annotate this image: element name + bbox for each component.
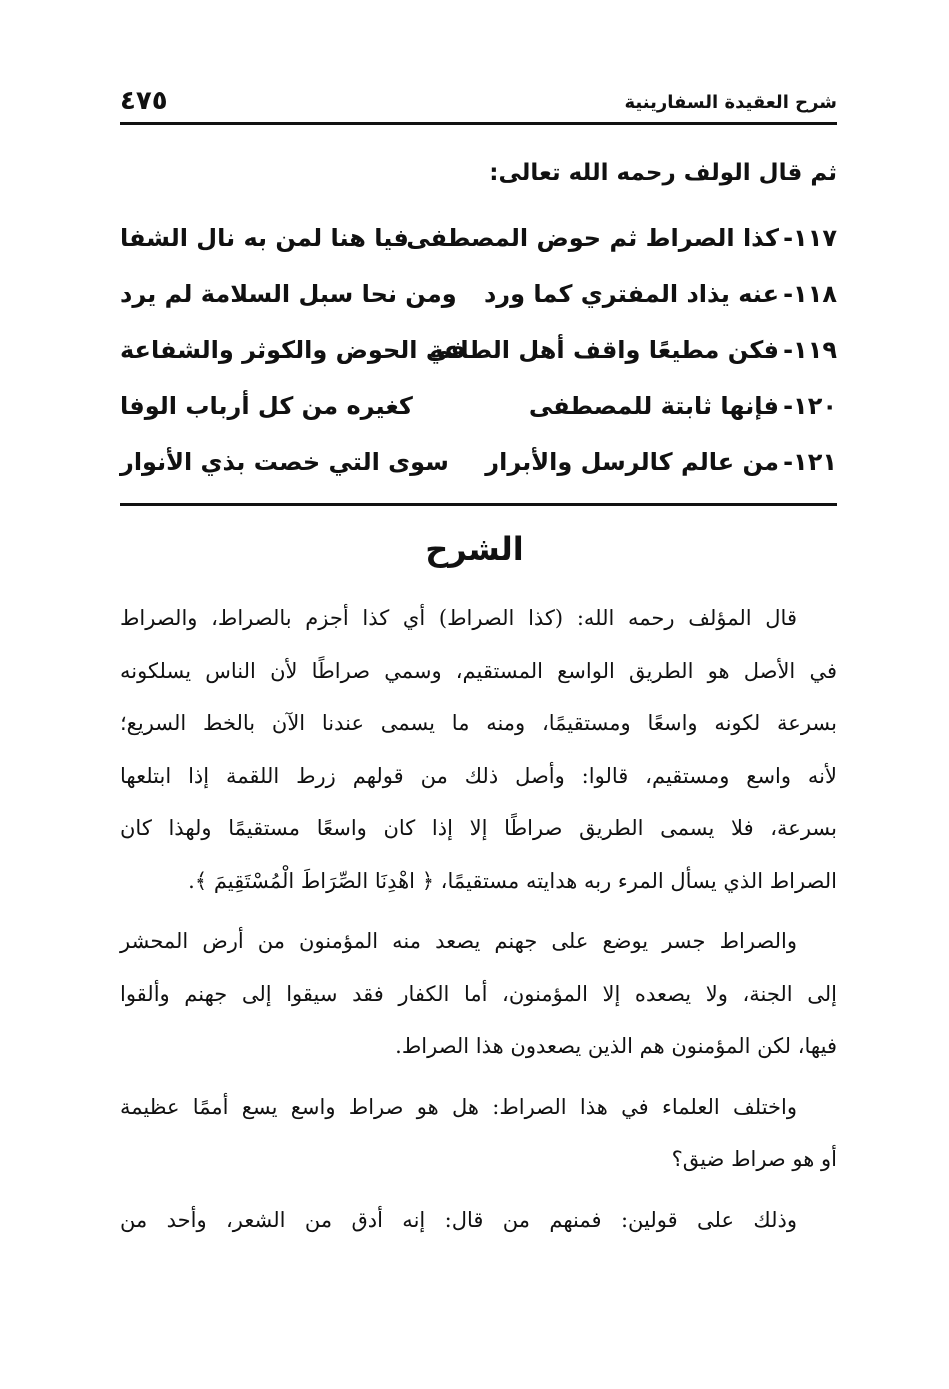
text-line: في الأصل هو الطريق الواسع المستقيم، وسمي صراطًا لأن الناس يسلكونه (120, 658, 837, 683)
header-book-title: شرح العقيدة السفارينية (624, 92, 837, 113)
verse-second-hemistich: فيا هنا لمن به نال الشفا (120, 224, 409, 252)
verse-row (120, 438, 837, 494)
verse-first-hemistich: فإنها ثابتة للمصطفى (528, 392, 779, 420)
text-line: لأنه واسع ومستقيم، قالوا: وأصل ذلك من قولهم زرط اللقمة إذا ابتلعها (120, 763, 837, 788)
text-line: وذلك على قولين: فمنهم من قال: إنه أدق من الشعر، وأحد من (120, 1207, 797, 1232)
page-number: ٤٧٥ (120, 86, 168, 116)
verse-row (120, 270, 837, 326)
verse-second-hemistich: سوى التي خصت بذي الأنوار (120, 448, 449, 476)
paragraph-gap (120, 1073, 837, 1081)
verse-second-hemistich: كغيره من كل أرباب الوفا (120, 392, 413, 420)
verse-number: ١١٨- (783, 280, 837, 308)
intro-line: ثم قال الولف رحمه الله تعالى: (489, 160, 837, 186)
verse-number: ١٢٠- (783, 392, 837, 420)
verse-first-hemistich: من عالم كالرسل والأبرار (485, 448, 779, 476)
verse-first-hemistich: كذا الصراط ثم حوض المصطفى (406, 224, 779, 252)
verse-list (120, 214, 837, 494)
commentary-body (120, 592, 837, 1246)
text-line: أو هو صراط ضيق؟ (671, 1147, 837, 1171)
text-line: والصراط جسر يوضع على جهنم يصعد منه المؤمنون من أرض المحشر (120, 929, 797, 953)
verse-row (120, 382, 837, 438)
text-line: الصراط الذي يسأل المرء ربه هدايته مستقيمًا، ﴿ اهْدِنَا الصِّرَاطَ الْمُسْتَقِيمَ ﴾. (188, 868, 837, 893)
section-divider (120, 503, 837, 506)
text-line: بسرعة، فلا يسمى الطريق صراطًا إلا إذا كان واسعًا مستقيمًا ولهذا كان (120, 816, 837, 840)
text-line: فيها، لكن المؤمنون هم الذين يصعدون هذا الصراط. (395, 1034, 837, 1058)
verse-second-hemistich: ومن نحا سبل السلامة لم يرد (120, 280, 457, 308)
verse-number: ١٢١- (783, 448, 837, 476)
verse-first-hemistich: فكن مطيعًا واقف أهل الطاعة (429, 336, 779, 364)
text-line: بسرعة لكونه واسعًا ومستقيمًا، ومنه ما يسمى عندنا الآن بالخط السريع؛ (120, 711, 837, 735)
section-heading: الشرح (425, 530, 524, 568)
verse-second-hemistich: في الحوض والكوثر والشفاعة (120, 336, 466, 364)
verse-row (120, 214, 837, 270)
text-line: إلى الجنة، ولا يصعده إلا المؤمنون، أما الكفار فقد سيقوا إلى جهنم وألقوا (120, 981, 837, 1006)
verse-first-hemistich: عنه يذاد المفتري كما ورد (483, 280, 779, 308)
verse-number: ١١٩- (783, 336, 837, 364)
verse-number: ١١٧- (783, 224, 837, 252)
verse-row (120, 326, 837, 382)
paragraph-gap (120, 907, 837, 915)
paragraph-gap (120, 1186, 837, 1194)
text-line: قال المؤلف رحمه الله: (كذا الصراط) أي كذا أجزم بالصراط، والصراط (120, 606, 797, 630)
text-line: واختلف العلماء في هذا الصراط: هل هو صراط واسع يسع أممًا عظيمة (120, 1094, 797, 1119)
running-header (120, 86, 837, 125)
